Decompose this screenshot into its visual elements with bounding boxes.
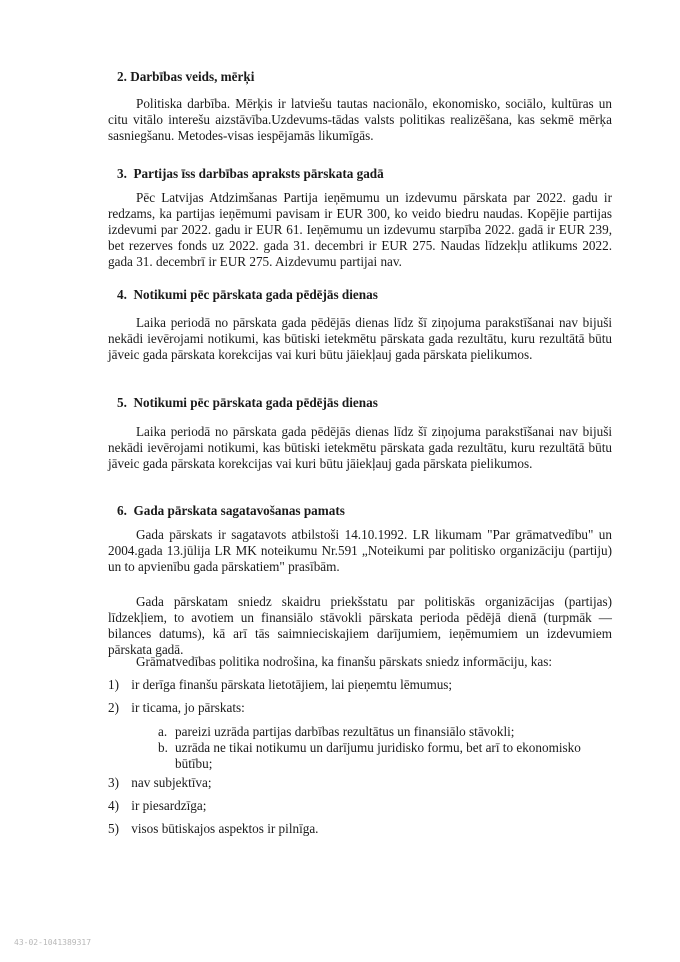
list-text: visos būtiskajos aspektos ir pilnīga. (131, 821, 319, 836)
section-6-paragraph-overview: Gada pārskatam sniedz skaidru priekšstatu par politiskās organizācijas (partijas) līdzekļiem, to avotiem un finansiālo stāvokli pārskata perioda pēdējā dienā (turpmāk — bilances datums), kā arī tās saimnieciskajiem darījumiem, ieņēmumiem un izdevumiem pārskata gadā. (108, 594, 612, 657)
list-number: 3) (108, 775, 119, 790)
section-2-heading (117, 69, 254, 85)
sublist-item-b (158, 740, 612, 772)
sublist-text: uzrāda ne tikai notikumu un darījumu juridisko formu, bet arī to ekonomisko būtību; (175, 740, 581, 771)
sublist-text: pareizi uzrāda partijas darbības rezultātus un finansiālo stāvokli; (175, 724, 515, 739)
list-item-2 (108, 700, 245, 716)
section-number: 2. (117, 69, 127, 84)
section-5-heading (117, 395, 378, 411)
list-text: nav subjektīva; (131, 775, 212, 790)
list-number: 4) (108, 798, 119, 813)
section-3-paragraph: Pēc Latvijas Atdzimšanas Partija ieņēmumu un izdevumu pārskata par 2022. gadu ir redzams, ka partijas ieņēmumi pavisam ir EUR 300, ko veido biedru naudas. Kopējie partijas izdevumi par 2022. gadu ir EUR 61. Ieņēmumu un izdevumu starpība 2022. gadā ir EUR 239, bet rezerves fonds uz 2022. gada 31. decembri ir EUR 275. Naudas līdzekļu atlikums 2022. gada 31. decembrī ir EUR 275. Aizdevumu partijai nav. (108, 190, 612, 269)
section-5-paragraph: Laika periodā no pārskata gada pēdējās dienas līdz šī ziņojuma parakstīšanai nav bijuši nekādi ievērojami notikumi, kas būtiski ietekmētu pārskata gada rezultātu, kuru rezultātā būtu jāveic gada pārskata korekcijas vai kuri būtu jāiekļauj gada pārskata pielikumos. (108, 424, 612, 471)
list-item-3 (108, 775, 212, 791)
list-item-1 (108, 677, 452, 693)
list-number: 1) (108, 677, 119, 692)
sublist-item-a (158, 724, 612, 740)
section-2-paragraph: Politiska darbība. Mērķis ir latviešu tautas nacionālo, ekonomisko, sociālo, kultūras un citu vitālo interešu aizstāvība.Uzdevums-tādas valsts politikas realizēšana, kas sekmē mērķa sasniegšanu. Metodes-visas iespējamās likumīgās. (108, 96, 612, 143)
section-6-heading (117, 503, 345, 519)
section-title: Partijas īss darbības apraksts pārskata gadā (133, 166, 384, 181)
section-title: Notikumi pēc pārskata gada pēdējās dienas (133, 287, 378, 302)
list-text: ir derīga finanšu pārskata lietotājiem, lai pieņemtu lēmumus; (131, 677, 453, 692)
section-6-paragraph-policy: Grāmatvedības politika nodrošina, ka finanšu pārskats sniedz informāciju, kas: (136, 654, 553, 669)
section-number: 3. (117, 166, 127, 181)
section-number: 6. (117, 503, 127, 518)
sublist-letter: b. (158, 740, 168, 755)
list-item-4 (108, 798, 206, 814)
section-title: Gada pārskata sagatavošanas pamats (133, 503, 345, 518)
section-4-paragraph: Laika periodā no pārskata gada pēdējās dienas līdz šī ziņojuma parakstīšanai nav bijuši nekādi ievērojami notikumi, kas būtiski ietekmētu pārskata gada rezultātu, kuru rezultātā būtu jāveic gada pārskata korekcijas vai kuri būtu jāiekļauj gada pārskata pielikumos. (108, 315, 612, 362)
section-title: Notikumi pēc pārskata gada pēdējās dienas (133, 395, 378, 410)
section-number: 4. (117, 287, 127, 302)
list-item-5 (108, 821, 318, 837)
section-6-paragraph-basis: Gada pārskats ir sagatavots atbilstoši 14.10.1992. LR likumam "Par grāmatvedību" un 2004.gada 13.jūlija LR MK noteikumu Nr.591 „Noteikumi par politisko organizāciju (partiju) un to apvienību gada pārskatiem" prasībām. (108, 527, 612, 574)
footer-document-code: 43-02-1041389317 (14, 938, 92, 947)
list-number: 5) (108, 821, 119, 836)
section-number: 5. (117, 395, 127, 410)
sublist-letter: a. (158, 724, 168, 739)
section-title: Darbības veids, mērķi (130, 69, 255, 84)
list-text: ir piesardzīga; (131, 798, 207, 813)
list-text: ir ticama, jo pārskats: (131, 700, 245, 715)
section-4-heading (117, 287, 378, 303)
list-number: 2) (108, 700, 119, 715)
section-3-heading (117, 166, 384, 182)
